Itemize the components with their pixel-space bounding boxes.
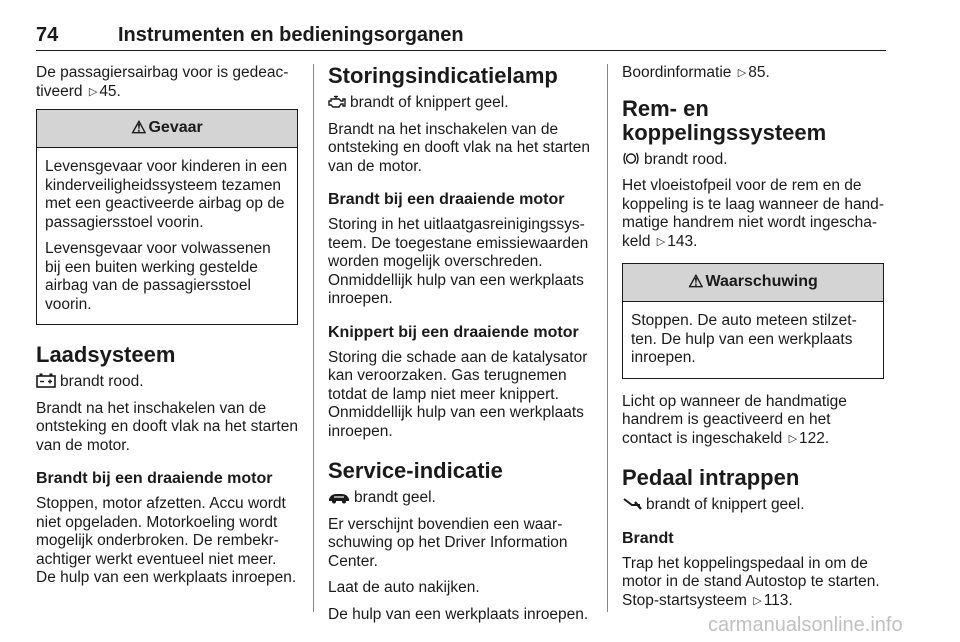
column-divider <box>607 64 608 612</box>
car-wrench-icon <box>328 490 350 504</box>
pedal-subheading: Brandt <box>622 529 674 547</box>
fault-sub2-heading: Knippert bij een draaiende motor <box>328 323 579 341</box>
warning-triangle-icon: ⚠ <box>688 272 704 292</box>
fault-text: Brandt na het inschakelen van de ontsteking en dooft vlak na het starten van de motor. <box>328 120 590 175</box>
pedal-status: brandt of knippert geel. <box>622 496 884 515</box>
danger-text-1: Levensgevaar voor kinderen in een kinderveiligheidssysteem tezamen met een geactiveerde airbag op de passagiersstoel voorin. <box>45 158 288 231</box>
danger-text-2: Levensgevaar voor volwassenen bij een buiten werking gestelde airbag van de passagiersstoel voorin. <box>45 240 271 313</box>
pedal-heading: Pedaal intrappen <box>622 465 800 490</box>
page-number: 74 <box>36 24 59 46</box>
warning-box-title: Waarschuwing <box>705 273 818 291</box>
board-info: Boordinformatie ▷ 85. <box>622 64 770 81</box>
warning-box-header <box>623 264 883 302</box>
fault-sub1-heading: Brandt bij een draaiende motor <box>328 191 565 208</box>
engine-icon <box>328 95 346 109</box>
column-1 <box>36 64 298 596</box>
chapter-title: Instrumenten en bedieningsorganen <box>118 24 464 46</box>
page-ref-link[interactable]: 85. <box>748 64 770 81</box>
charging-subtext: Stoppen, motor afzetten. Accu wordt niet opgeladen. Motorkoeling wordt mogelijk onderbroken. De rembekrachtiger werkt eventueel niet meer. De hulp van een werkplaats inroepen. <box>36 495 297 586</box>
watermark: carmanualsonline.info <box>708 614 903 636</box>
page-ref-link[interactable]: 45. <box>99 82 121 100</box>
service-text-2: Laat de auto nakijken. <box>328 579 480 596</box>
danger-box-header <box>37 110 297 148</box>
fault-heading: Storingsindicatielamp <box>328 63 558 88</box>
service-status: brandt geel. <box>328 489 590 508</box>
service-text-1: Er verschijnt bovendien een waarschuwing op het Driver Information Center. <box>328 515 568 570</box>
column-divider <box>313 64 314 612</box>
service-heading: Service-indicatie <box>328 458 503 483</box>
fault-sub2-text: Storing die schade aan de katalysator kan veroorzaken. Gas terugnemen totdat de lamp niet meer knippert. Onmiddellijk hulp van een werkplaats inroepen. <box>328 348 588 440</box>
warning-triangle-icon: ⚠ <box>131 118 147 138</box>
fault-sub1-text: Storing in het uitlaatgasreinigingssysteem. De toegestane emissiewaarden worden mogelijk overschreden. Onmiddellijk hulp van een werkplaats inroepen. <box>328 216 589 307</box>
handbrake-text: Licht op wanneer de handmatige handrem is geactiveerd en het contact is ingeschakeld ▷ 122. <box>622 392 847 447</box>
page-ref-arrow-icon: ▷ <box>737 67 747 79</box>
brake-warning-icon <box>622 151 640 166</box>
charging-heading: Laadsysteem <box>36 342 176 367</box>
header-rule <box>36 50 886 51</box>
page-header <box>36 20 886 54</box>
brake-status: brandt rood. <box>622 151 884 170</box>
column-3 <box>622 64 884 618</box>
page-ref-arrow-icon: ▷ <box>788 432 798 445</box>
warning-box <box>622 263 884 379</box>
airbag-intro: De passagiersairbag voor is gedeactiveerd ▷ 45. <box>36 64 289 100</box>
page-ref-arrow-icon: ▷ <box>88 85 98 98</box>
battery-icon <box>36 373 56 388</box>
charging-text: Brandt na het inschakelen van de ontsteking en dooft vlak na het starten van de motor. <box>36 399 298 454</box>
pedal-icon <box>622 497 642 511</box>
charging-status: brandt rood. <box>36 373 298 392</box>
column-2 <box>328 64 590 632</box>
page-ref-link[interactable]: 122. <box>799 429 830 447</box>
danger-box <box>36 109 298 325</box>
service-text-3: De hulp van een werkplaats inroepen. <box>328 605 589 623</box>
page-ref-link[interactable]: 113. <box>763 591 793 609</box>
fault-status: brandt of knippert geel. <box>328 94 590 113</box>
pedal-text: Trap het koppelingspedaal in om de motor in de stand Autostop te starten. Stop-startsysteem ▷ 113. <box>622 554 880 609</box>
page-ref-arrow-icon: ▷ <box>753 594 762 607</box>
danger-box-title: Gevaar <box>148 119 203 137</box>
charging-subheading: Brandt bij een draaiende motor <box>36 470 273 487</box>
page-ref-link[interactable]: 143. <box>667 232 698 250</box>
warning-text: Stoppen. De auto meteen stilzetten. De hulp van een werkplaats inroepen. <box>631 312 857 366</box>
page-ref-arrow-icon: ▷ <box>656 235 666 248</box>
brake-text: Het vloeistofpeil voor de rem en de koppeling is te laag wanneer de handmatige handrem niet wordt ingeschakeld ▷ 143. <box>622 177 884 250</box>
brake-heading: Rem- en koppelingssysteem <box>622 95 827 145</box>
